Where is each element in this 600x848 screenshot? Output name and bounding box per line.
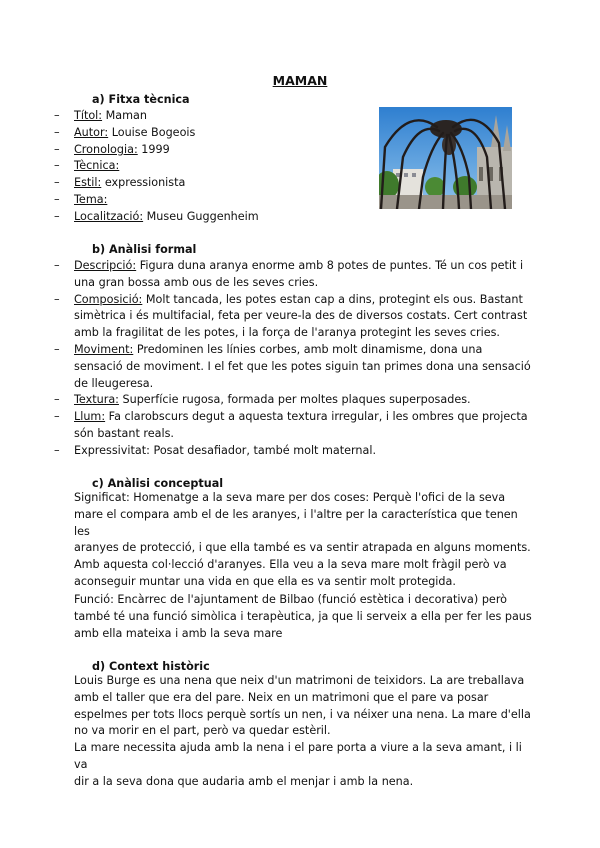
formal-label: Textura: xyxy=(74,393,119,407)
formal-line xyxy=(74,409,528,426)
text-line: La mare necessita ajuda amb la nena i el pare porta a viure a la seva amant, i li va xyxy=(74,741,522,771)
fitxa-value: expressionista xyxy=(101,176,186,190)
text-line: Funció: Encàrrec de l'ajuntament de Bilbao (funció estètica i decorativa) però xyxy=(74,593,508,606)
list-dash: – xyxy=(54,443,60,457)
fitxa-value: Louise Bogeois xyxy=(108,125,196,139)
context-historic-paragraph xyxy=(74,673,534,791)
section-c-heading: c) Anàlisi conceptual xyxy=(92,477,224,490)
text-line: aranyes de protecció, i que ella també es va sentir atrapada en alguns moments. xyxy=(74,541,531,555)
formal-line xyxy=(74,292,523,309)
fitxa-item xyxy=(54,175,185,192)
formal-text: Expressivitat: Posat desafiador, també molt maternal. xyxy=(74,443,377,457)
list-dash: – xyxy=(54,259,60,272)
fitxa-item xyxy=(54,108,147,125)
fitxa-item xyxy=(54,125,195,142)
formal-text: de lleugeresa. xyxy=(74,376,154,390)
fitxa-label: Estil: xyxy=(74,176,102,190)
funcio-paragraph xyxy=(74,592,534,642)
text-line: no va morir en el part, però va quedar estèril. xyxy=(74,724,331,738)
list-dash: – xyxy=(54,159,60,173)
formal-line xyxy=(74,359,531,376)
significat-paragraph xyxy=(74,490,534,591)
text-line: Significat: Homenatge a la seva mare per dos coses: Perquè l'ofici de la seva xyxy=(74,491,506,504)
formal-line xyxy=(74,443,376,460)
spider-sculpture-photo xyxy=(379,107,512,209)
list-dash: – xyxy=(54,176,60,190)
fitxa-item xyxy=(54,142,170,159)
formal-line xyxy=(74,376,153,393)
formal-label: Composició: xyxy=(74,292,143,306)
formal-text: Figura duna aranya enorme amb 8 potes de puntes. Té un cos petit i xyxy=(136,259,524,272)
fitxa-label: Tema: xyxy=(74,193,108,206)
formal-text: sensació de moviment. I el fet que les potes siguin tan primes dona una sensació xyxy=(74,359,531,373)
list-dash: – xyxy=(54,193,60,206)
section-d-heading: d) Context històric xyxy=(92,660,210,673)
section-a-heading: a) Fitxa tècnica xyxy=(92,93,190,106)
fitxa-value: Museu Guggenheim xyxy=(143,209,259,223)
fitxa-item xyxy=(54,158,119,175)
text-line: aconseguir muntar una vida en que ella es va sentir molt protegida. xyxy=(74,574,456,588)
formal-line xyxy=(74,258,523,275)
fitxa-label: Cronologia: xyxy=(74,142,138,156)
fitxa-label: Tècnica: xyxy=(74,159,120,173)
list-dash: – xyxy=(54,292,60,306)
list-dash: – xyxy=(54,109,60,122)
formal-text: Predominen les línies corbes, amb molt dinamisme, dona una xyxy=(133,343,483,356)
list-dash: – xyxy=(54,142,60,156)
text-line: mare el compara amb el de les aranyes, i l'altre per la característica que tenen les xyxy=(74,507,518,538)
list-dash: – xyxy=(54,125,60,139)
list-dash: – xyxy=(54,393,60,407)
formal-line xyxy=(74,325,500,342)
text-line: Amb aquesta col·lecció d'aranyes. Ella veu a la seva mare molt fràgil però va xyxy=(74,558,507,572)
text-line: amb ella mateixa i amb la seva mare xyxy=(74,626,283,640)
formal-text: amb la fragilitat de les potes, i la força de l'aranya protegint les seves cries. xyxy=(74,326,500,340)
formal-line xyxy=(74,342,482,359)
fitxa-label: Localització: xyxy=(74,209,144,223)
formal-label: Llum: xyxy=(74,410,106,424)
fitxa-value: Maman xyxy=(102,109,147,122)
formal-label: Descripció: xyxy=(74,259,137,272)
formal-text: simètrica i és multifacial, feta per veure-la des de diversos costats. Cert contrast xyxy=(74,309,528,323)
fitxa-label: Títol: xyxy=(74,109,103,122)
formal-text: Fa clarobscurs degut a aquesta textura irregular, i les ombres que projecta xyxy=(105,410,528,424)
section-b-heading: b) Anàlisi formal xyxy=(92,243,197,256)
formal-line xyxy=(74,275,318,292)
formal-text: Molt tancada, les potes estan cap a dins, protegint els ous. Bastant xyxy=(142,292,523,306)
formal-line xyxy=(74,392,471,409)
fitxa-value: 1999 xyxy=(137,142,170,156)
document-title: MAMAN xyxy=(272,73,328,88)
fitxa-item xyxy=(54,209,259,226)
formal-line xyxy=(74,308,527,325)
formal-text: una gran bossa amb ous de les seves cries. xyxy=(74,275,319,289)
text-line: espelmes per tots llocs perquè sortís un nen, i va néixer una nena. La mare d'ella xyxy=(74,707,531,721)
text-line: Louis Burge es una nena que neix d'un matrimoni de teixidors. La are treballava xyxy=(74,674,525,687)
text-line: també té una funció simòlica i terapèutica, ja que li serveix a ella per fer les paus xyxy=(74,609,532,623)
formal-text: són bastant reals. xyxy=(74,427,174,440)
fitxa-item xyxy=(54,192,107,209)
formal-label: Moviment: xyxy=(74,343,134,356)
formal-text: Superfície rugosa, formada per moltes plaques superposades. xyxy=(118,393,471,407)
list-dash: – xyxy=(54,343,60,356)
list-dash: – xyxy=(54,410,60,424)
text-line: dir a la seva dona que audaria amb el menjar i amb la nena. xyxy=(74,774,414,788)
formal-line xyxy=(74,426,174,443)
fitxa-label: Autor: xyxy=(74,125,109,139)
list-dash: – xyxy=(54,209,60,223)
text-line: amb el taller que era del pare. Neix en un matrimoni que el pare va posar xyxy=(74,690,489,704)
